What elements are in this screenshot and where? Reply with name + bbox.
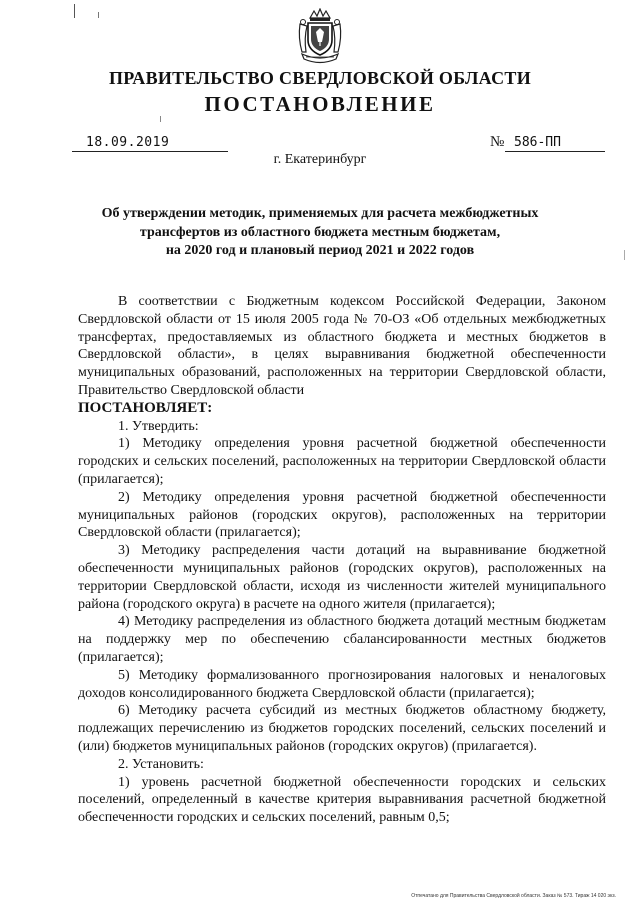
clause-paragraph: 3) Методику распределения части дотаций на выравнивание бюджетной обеспеченности муниципальных районов (городских округов), расположенных на территории Свердловской области, исходя из численности жителей муниципального района (городского округа) в расчете на одного жителя (прилагается); bbox=[78, 543, 606, 612]
clause-paragraph: 2) Методику определения уровня расчетной бюджетной обеспеченности муниципальных районов (городских округов), расположенных на территории Свердловской области (прилагается); bbox=[78, 489, 606, 541]
decree-number: 586-ПП bbox=[514, 135, 561, 150]
scan-artifact bbox=[74, 4, 75, 18]
preamble-paragraph: В соответствии с Бюджетным кодексом Российской Федерации, Законом Свердловской области от 15 июля 2005 года № 70-ОЗ «Об отдельных межбюджетных трансфертах, предоставляемых из областного бюджета и местных бюджетов в Свердловской области», в целях выравнивания бюджетной обеспеченности муниципальных образований, расположенных на территории Свердловской области, Правительство Свердловской области bbox=[78, 294, 606, 398]
scan-artifact bbox=[624, 250, 625, 260]
clause-paragraph: 4) Методику распределения из областного бюджета дотаций местным бюджетам на поддержку мер по обеспечению сбалансированности местных бюджетов (прилагается); bbox=[78, 614, 606, 665]
decree-date: 18.09.2019 bbox=[86, 135, 170, 150]
clause-paragraph: 1) уровень расчетной бюджетной обеспеченности городских и сельских поселений, определенный в качестве критерия выравнивания расчетной бюджетной обеспеченности городских и сельских поселений, равным 0,5; bbox=[78, 774, 606, 826]
title-line: на 2020 год и плановый период 2021 и 2022 годов bbox=[165, 243, 475, 258]
title-line: Об утверждении методик, применяемых для расчета межбюджетных bbox=[101, 206, 539, 221]
clause-paragraph: 1) Методику определения уровня расчетной бюджетной обеспеченности городских и сельских поселений, расположенных на территории Свердловской области (прилагается); bbox=[78, 436, 606, 487]
clause-paragraph: 6) Методику расчета субсидий из местных бюджетов областному бюджету, подлежащих перечислению из бюджетов городских поселений, сельских поселений и (или) бюджетов муниципальных районов (городских округов) (прилагается). bbox=[78, 703, 606, 754]
scan-artifact bbox=[98, 12, 99, 18]
clause-paragraph: 2. Установить: bbox=[118, 756, 204, 772]
decree-body bbox=[78, 293, 606, 827]
coat-of-arms-emblem-icon bbox=[296, 8, 344, 66]
city-name: г. Екатеринбург bbox=[273, 152, 367, 167]
government-name: ПРАВИТЕЛЬСТВО СВЕРДЛОВСКОЙ ОБЛАСТИ bbox=[108, 68, 531, 88]
clause-paragraph: 1. Утвердить: bbox=[118, 418, 199, 434]
print-imprint: Отпечатано для Правительства Свердловской области. Заказ № 573. Тираж 14 020 экз. bbox=[411, 893, 616, 899]
title-line: трансфертов из областного бюджета местным бюджетам, bbox=[139, 224, 501, 240]
resolves-heading: ПОСТАНОВЛЯЕТ: bbox=[78, 399, 213, 416]
decree-title bbox=[80, 205, 560, 261]
document-type-heading: ПОСТАНОВЛЕНИЕ bbox=[204, 92, 436, 116]
number-sign: № bbox=[490, 134, 505, 150]
clause-paragraph: 5) Методику формализованного прогнозирования налоговых и неналоговых доходов консолидированного бюджета Свердловской области (прилагается); bbox=[78, 667, 606, 701]
